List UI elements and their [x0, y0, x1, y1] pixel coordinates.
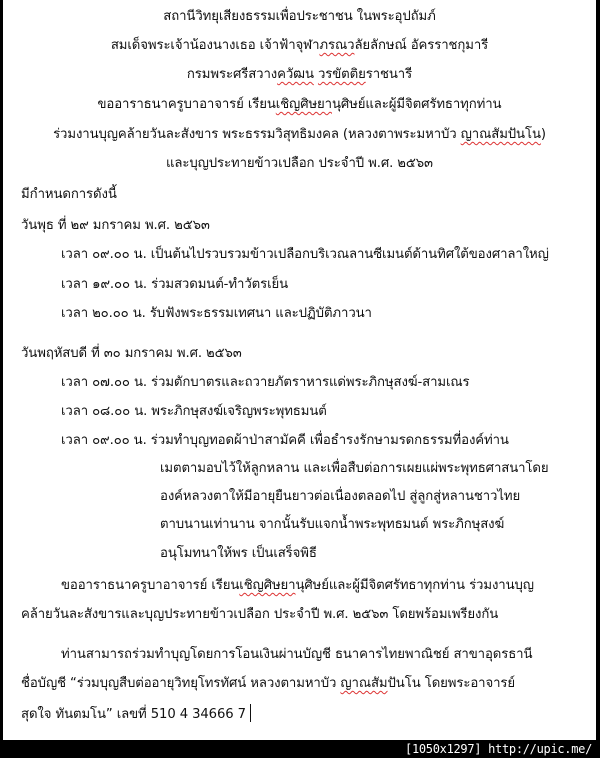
- text: สมเด็จพระเจ้าน้องนางเธอ เจ้าฟ้าจุฬา: [110, 38, 320, 53]
- day2-title: วันพฤหัสบดี ที่ ๓๐ มกราคม พ.ศ. ๒๕๖๓: [21, 346, 242, 361]
- day1-item: เวลา ๐๙.๐๐ น. เป็นต้นไปรวบรวมข้าวเปลือกบริเวณลานซีเมนต์ด้านทิศใต้ของศาลาใหญ่: [61, 247, 549, 262]
- header-line-3: [3, 66, 596, 84]
- spellcheck-flag[interactable]: วรขัตติย: [317, 67, 366, 82]
- spellcheck-flag[interactable]: ควัฒน: [277, 67, 314, 82]
- header-line-1: สถานีวิทยุเสียงธรรมเพื่อประชาชน ในพระอุปถัมภ์: [163, 9, 436, 24]
- header-line-4: [3, 96, 596, 114]
- spellcheck-flag[interactable]: ญาณสัมปันโน: [460, 127, 541, 142]
- schedule-intro: มีกำหนดการดังนี้: [21, 187, 117, 202]
- text: ): [540, 127, 546, 142]
- day2-item: เวลา ๐๗.๐๐ น. ร่วมตักบาตรและถวายภัตราหารแด่พระภิกษุสงฆ์-สามเณร: [61, 375, 470, 390]
- text: นุศิษย์และผู้มีจิตศรัทธาทุกท่าน: [332, 97, 502, 112]
- day1-item: เวลา ๒๐.๐๐ น. รับฟังพระธรรมเทศนา และปฏิบัติภาวนา: [61, 306, 372, 321]
- invite-line-1: [61, 577, 534, 595]
- day2-continuation: เมตตามอบไว้ให้ลูกหลาน และเพื่อสืบต่อการเผยแผ่พระพุทธศาสนาโดย: [160, 461, 549, 476]
- text: ร่วมงานบุญคล้ายวันละสังขาร พระธรรมวิสุทธิมงคล (หลวงตาพระมหาบัว: [53, 127, 461, 142]
- day2-continuation: องค์หลวงตาให้มีอายุยืนยาวต่อเนื่องตลอดไป สู่ลูกสู่หลานชาวไทย: [160, 489, 521, 504]
- day1-title: วันพุธ ที่ ๒๙ มกราคม พ.ศ. ๒๕๖๓: [21, 218, 210, 233]
- day2-continuation: อนุโมทนาให้พร เป็นเสร็จพิธี: [160, 546, 317, 561]
- spellcheck-flag[interactable]: ญาณสัม: [340, 676, 388, 691]
- day2-item: เวลา ๐๘.๐๐ น. พระภิกษุสงฆ์เจริญพระพุทธมนต์: [61, 404, 327, 419]
- donation-line-1: ท่านสามารถร่วมทำบุญโดยการโอนเงินผ่านบัญชี ธนาคารไทยพาณิชย์ สาขาอุดรธานี: [61, 647, 533, 662]
- donation-line-2: [21, 675, 515, 693]
- header-line-5: [3, 126, 596, 144]
- text: ชื่อบัญชี “ร่วมบุญสืบต่ออายุวิทยุโทรทัศน์ หลวงตามหาบัว: [21, 676, 341, 691]
- spellcheck-flag[interactable]: ภรณว: [319, 38, 355, 53]
- spellcheck-flag[interactable]: เชิญศิษยา: [239, 578, 296, 593]
- spellcheck-flag[interactable]: เชิญศิษยา: [275, 97, 332, 112]
- text: ขออาราธนาครูบาอาจารย์ เรียน: [61, 578, 240, 593]
- header-line-2: [3, 37, 596, 55]
- document-page: [3, 0, 596, 740]
- text-cursor: [250, 704, 252, 722]
- text: ลัยลักษณ์ อัครราชกุมารี: [354, 38, 489, 53]
- text: กรมพระศรีสวาง: [186, 67, 278, 82]
- text: นุศิษย์และผู้มีจิตศรัทธาทุกท่าน ร่วมงานบุญ: [295, 578, 534, 593]
- donation-line-3[interactable]: [21, 704, 251, 724]
- day1-item: เวลา ๑๙.๐๐ น. ร่วมสวดมนต์-ทำวัตรเย็น: [61, 277, 289, 292]
- text: ขออาราธนาครูบาอาจารย์ เรียน: [97, 97, 276, 112]
- day2-item: เวลา ๐๙.๐๐ น. ร่วมทำบุญทอดผ้าป่าสามัคคี เพื่อธำรงรักษามรดกธรรมที่องค์ท่าน: [61, 433, 509, 448]
- text: ปันโน โดยพระอาจารย์: [387, 676, 516, 691]
- day2-continuation: ตาบนานเท่านาน จากนั้นรับแจกน้ำพระพุทธมนต์ พระภิกษุสงฆ์: [160, 517, 505, 532]
- text: ราชนารี: [365, 67, 413, 82]
- header-line-6: และบุญประทายข้าวเปลือก ประจำปี พ.ศ. ๒๕๖๓: [166, 156, 433, 171]
- account-number-text: สุดใจ ทันตมโน” เลขที่ 510 4 34666 7: [21, 707, 246, 722]
- image-host-watermark: [1050x1297] http://upic.me/: [405, 742, 592, 756]
- invite-line-2: คล้ายวันละสังขารและบุญประทายข้าวเปลือก ประจำปี พ.ศ. ๒๕๖๓ โดยพร้อมเพรียงกัน: [21, 607, 499, 622]
